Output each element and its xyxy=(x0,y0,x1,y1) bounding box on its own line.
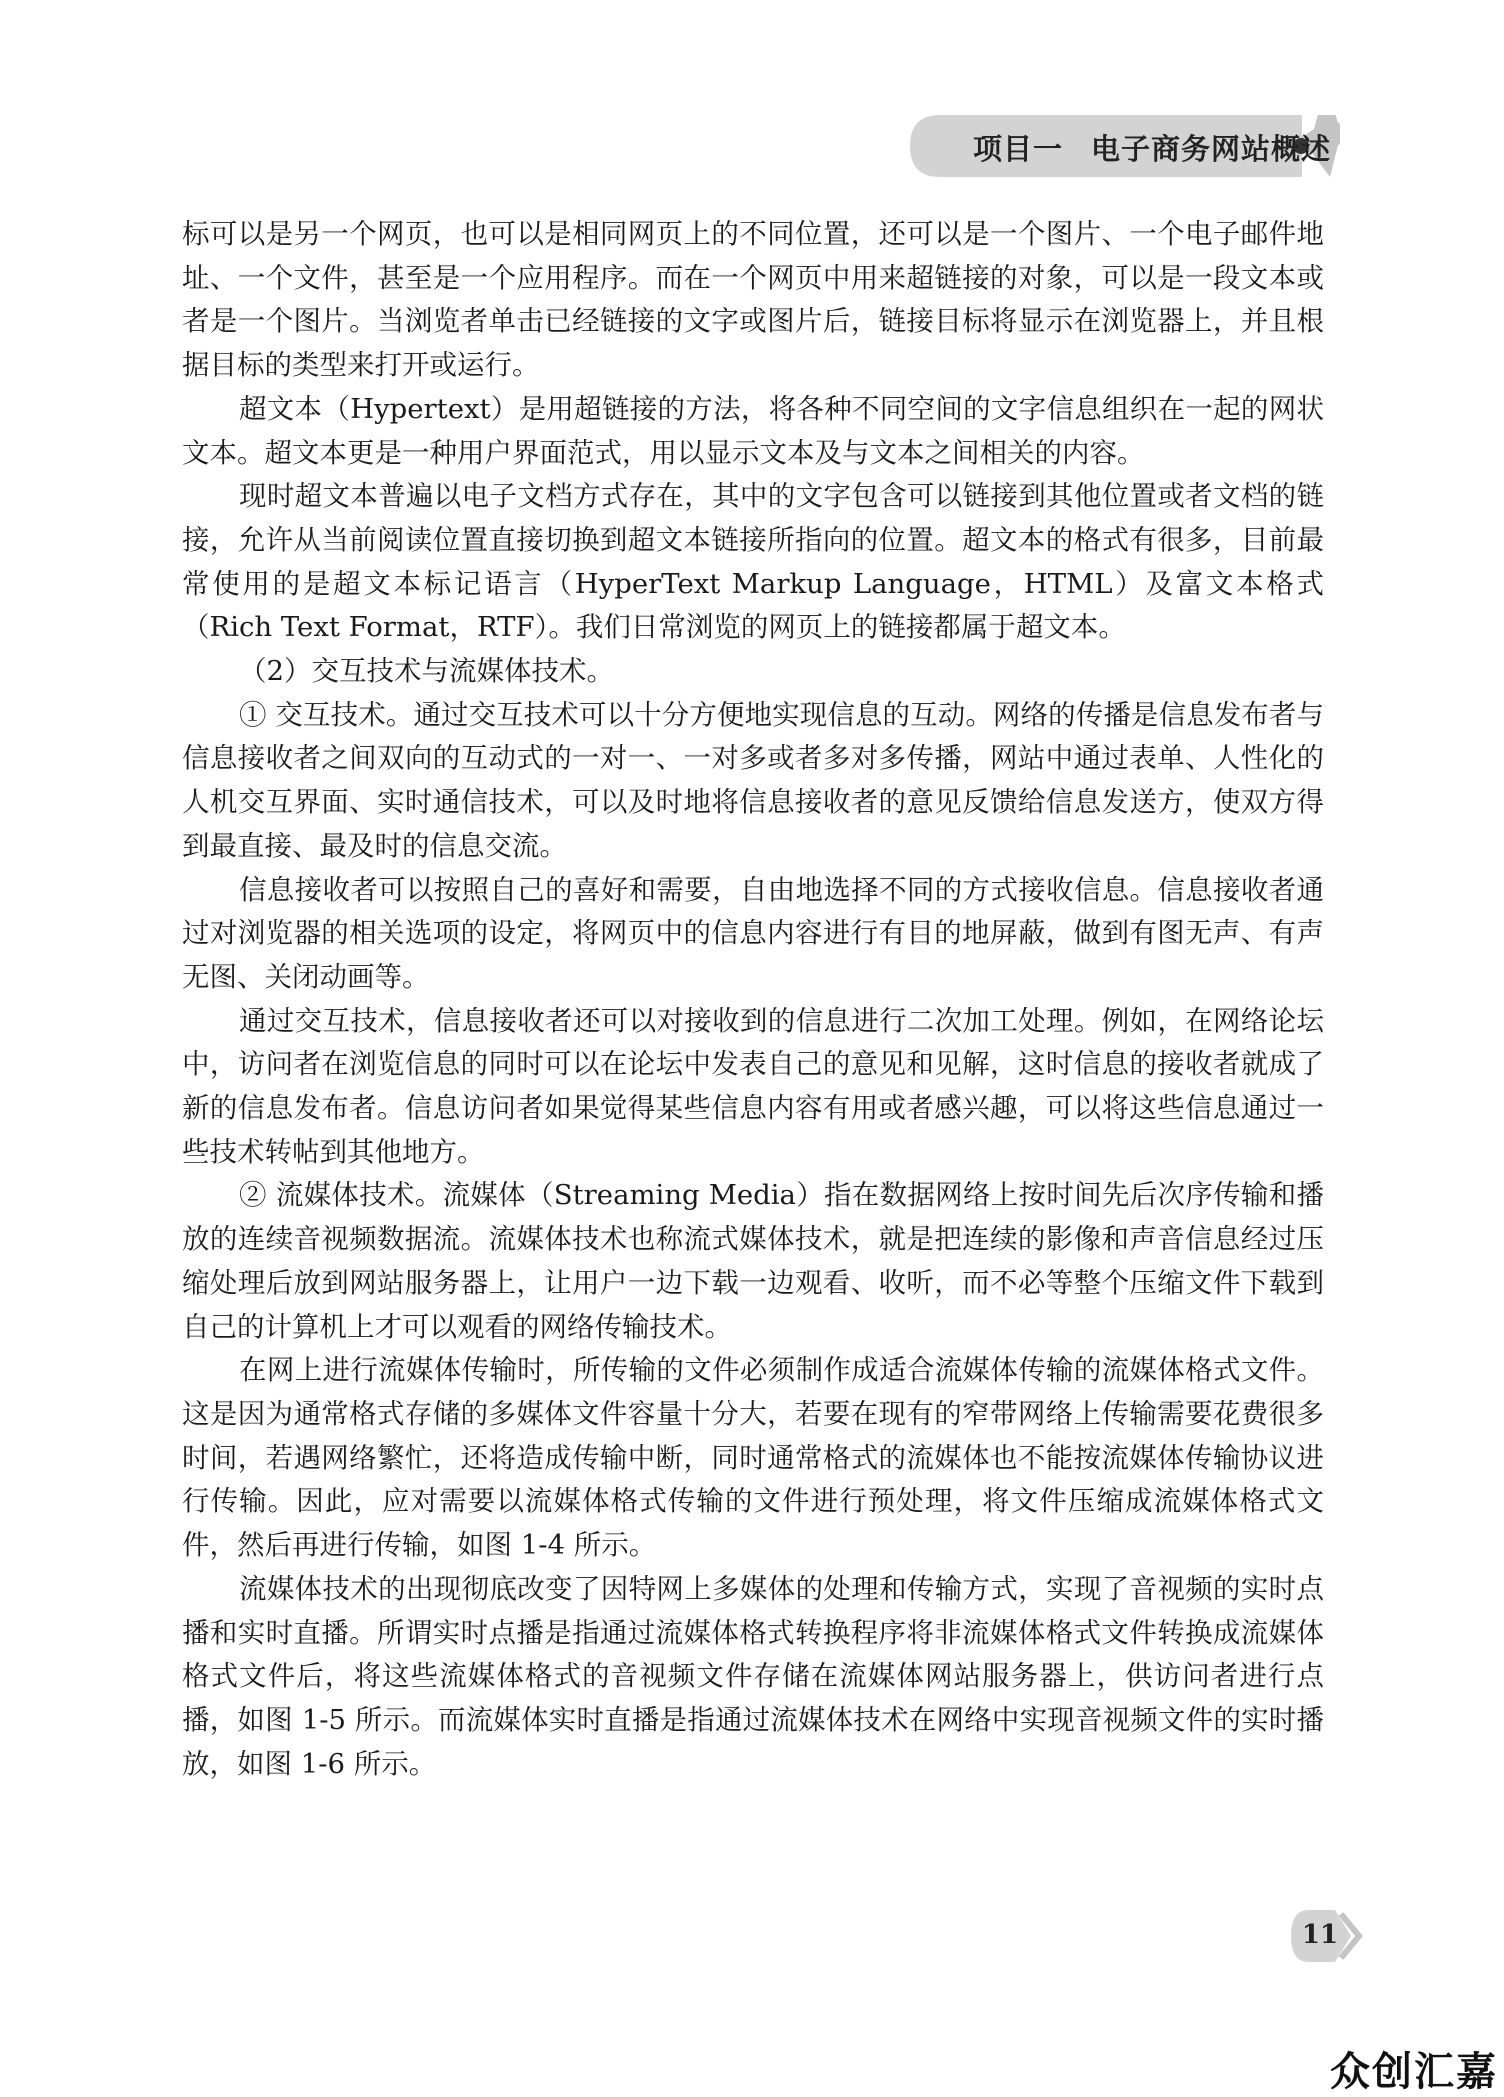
paragraph: 通过交互技术，信息接收者还可以对接收到的信息进行二次加工处理。例如，在网络论坛中，访问者在浏览信息的同时可以在论坛中发表自己的意见和见解，这时信息的接收者就成了新的信息发布者。信息访问者如果觉得某些信息内容有用或者感兴趣，可以将这些信息通过一些技术转帖到其他地方。 xyxy=(182,1004,1324,1168)
paragraph: 在网上进行流媒体传输时，所传输的文件必须制作成适合流媒体传输的流媒体格式文件。这是因为通常格式存储的多媒体文件容量十分大，若要在现有的窄带网络上传输需要花费很多时间，若遇网络繁忙，还将造成传输中断，同时通常格式的流媒体也不能按流媒体传输协议进行传输。因此，应对需要以流媒体格式传输的文件进行预处理，将文件压缩成流媒体格式文件，然后再进行传输，如图 1-4 所示。 xyxy=(182,1354,1324,1562)
header-project: 项目一 xyxy=(973,132,1064,166)
watermark-logo: 众创汇嘉 xyxy=(1330,2049,1498,2095)
main-content xyxy=(182,213,1324,1786)
page-number-badge xyxy=(1287,1906,1367,1966)
header-title xyxy=(973,127,1331,168)
section-heading: （2）交互技术与流媒体技术。 xyxy=(239,655,614,688)
paragraph: 信息接收者可以按照自己的喜好和需要，自由地选择不同的方式接收信息。信息接收者通过对浏览器的相关选项的设定，将网页中的信息内容进行有目的地屏蔽，做到有图无声、有声无图、关闭动画等。 xyxy=(182,873,1324,993)
paragraph: 现时超文本普遍以电子文档方式存在，其中的文字包含可以链接到其他位置或者文档的链接，允许从当前阅读位置直接切换到超文本链接所指向的位置。超文本的格式有很多，目前最常使用的是超文本标记语言（HyperText Markup Language，HTML）及富文本格式（Rich Text Format，RTF）。我们日常浏览的网页上的链接都属于超文本。 xyxy=(182,480,1324,644)
paragraph: ② 流媒体技术。流媒体（Streaming Media）指在数据网络上按时间先后次序传输和播放的连续音视频数据流。流媒体技术也称流式媒体技术，就是把连续的影像和声音信息经过压缩处理后放到网站服务器上，让用户一边下载一边观看、收听，而不必等整个压缩文件下载到自己的计算机上才可以观看的网络传输技术。 xyxy=(182,1179,1324,1343)
paragraph: 标可以是另一个网页，也可以是相同网页上的不同位置，还可以是一个图片、一个电子邮件地址、一个文件，甚至是一个应用程序。而在一个网页中用来超链接的对象，可以是一段文本或者是一个图片。当浏览者单击已经链接的文字或图片后，链接目标将显示在浏览器上，并且根据目标的类型来打开或运行。 xyxy=(182,218,1324,382)
header-banner xyxy=(910,115,1340,177)
paragraph: 流媒体技术的出现彻底改变了因特网上多媒体的处理和传输方式，实现了音视频的实时点播和实时直播。所谓实时点播是指通过流媒体格式转换程序将非流媒体格式文件转换成流媒体格式文件后，将这些流媒体格式的音视频文件存储在流媒体网站服务器上，供访问者进行点播，如图 1-5 所示。而流媒体实时直播是指通过流媒体技术在网络中实现音视频文件的实时播放，如图 1-6 所示。 xyxy=(182,1572,1324,1780)
page-number: 11 xyxy=(1301,1920,1339,1950)
paragraph: ① 交互技术。通过交互技术可以十分方便地实现信息的互动。网络的传播是信息发布者与信息接收者之间双向的互动式的一对一、一对多或者多对多传播，网站中通过表单、人性化的人机交互界面、实时通信技术，可以及时地将信息接收者的意见反馈给信息发送方，使双方得到最直接、最及时的信息交流。 xyxy=(182,698,1324,862)
paragraph: 超文本（Hypertext）是用超链接的方法，将各种不同空间的文字信息组织在一起的网状文本。超文本更是一种用户界面范式，用以显示文本及与文本之间相关的内容。 xyxy=(182,392,1324,469)
header-chapter-title: 电子商务网站概述 xyxy=(1091,132,1332,166)
